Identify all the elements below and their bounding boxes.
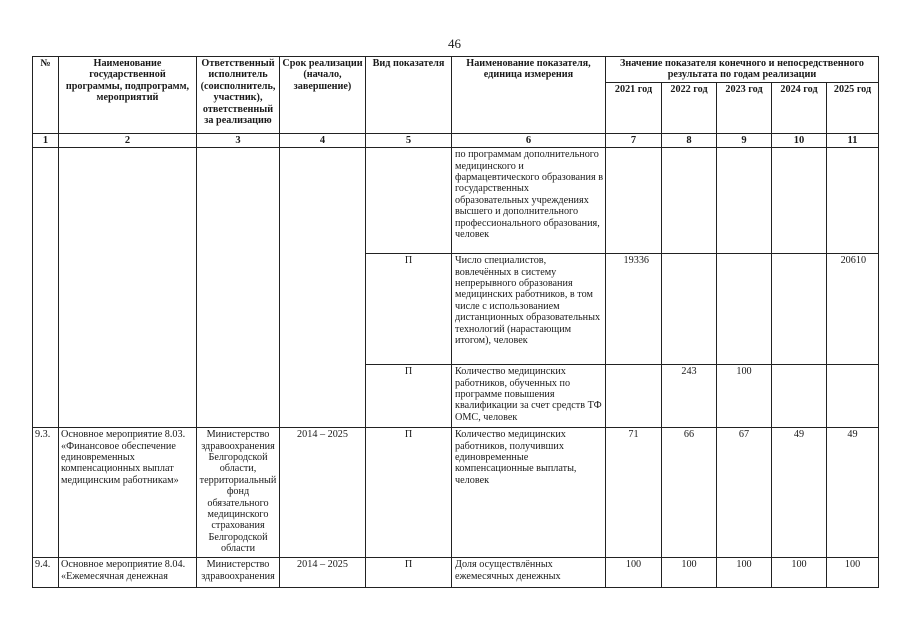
row-value-2022: 66 [662, 428, 717, 558]
row-executor: Министерство здравоохранения [197, 558, 280, 588]
row-name: Основное мероприятие 8.04. «Ежемесячная денежная [59, 558, 197, 588]
table-row [33, 148, 879, 254]
row-term [280, 148, 366, 428]
column-number-10: 10 [772, 133, 827, 147]
row-value-2023: 100 [717, 558, 772, 588]
header-executor: Ответственный исполнитель (соисполнитель, участник), ответственный за реализацию [197, 57, 280, 134]
row-no: 9.3. [33, 428, 59, 558]
header-year-2021: 2021 год [606, 82, 662, 133]
row-executor: Министерство здравоохранения Белгородской области, территориальный фонд обязательного медицинского страхования Белгородской области [197, 428, 280, 558]
row-kind: П [366, 558, 452, 588]
header-year-2025: 2025 год [827, 82, 879, 133]
row-term: 2014 – 2025 [280, 558, 366, 588]
indicators-table [32, 56, 879, 588]
row-term: 2014 – 2025 [280, 428, 366, 558]
row-value-2023 [717, 254, 772, 365]
row-value-2023: 67 [717, 428, 772, 558]
column-number-9: 9 [717, 133, 772, 147]
row-kind: П [366, 254, 452, 365]
row-value-2024 [772, 254, 827, 365]
row-value-2021: 100 [606, 558, 662, 588]
header-year-2023: 2023 год [717, 82, 772, 133]
row-value-2024: 49 [772, 428, 827, 558]
row-kind: П [366, 428, 452, 558]
row-indicator: Доля осуществлённых ежемесячных денежных [452, 558, 606, 588]
row-value-2022: 243 [662, 365, 717, 428]
row-name: Основное мероприятие 8.03. «Финансовое обеспечение единовременных компенсационных выплат медицинским работникам» [59, 428, 197, 558]
row-no [33, 148, 59, 428]
row-indicator: Количество медицинских работников, получивших единовременные компенсационные выплаты, человек [452, 428, 606, 558]
row-value-2025 [827, 365, 879, 428]
row-value-2025: 20610 [827, 254, 879, 365]
row-value-2023: 100 [717, 365, 772, 428]
row-indicator: Число специалистов, вовлечённых в систему непрерывного образования медицинских работников, в том числе с использованием дистанционных образовательных технологий (нарастающим итогом), человек [452, 254, 606, 365]
row-value-2021: 19336 [606, 254, 662, 365]
row-value-2022 [662, 148, 717, 254]
header-name: Наименование государственной программы, подпрограмм, мероприятий [59, 57, 197, 134]
header-kind: Вид показателя [366, 57, 452, 134]
row-value-2025: 49 [827, 428, 879, 558]
column-number-1: 1 [33, 133, 59, 147]
row-value-2025: 100 [827, 558, 879, 588]
row-indicator: Количество медицинских работников, обученных по программе повышения квалификации за счет средств ТФ ОМС, человек [452, 365, 606, 428]
column-number-5: 5 [366, 133, 452, 147]
header-year-2024: 2024 год [772, 82, 827, 133]
header-year-2022: 2022 год [662, 82, 717, 133]
row-value-2021 [606, 365, 662, 428]
row-value-2021 [606, 148, 662, 254]
column-number-2: 2 [59, 133, 197, 147]
row-indicator: по программам дополнительного медицинского и фармацевтического образования в государственных образовательных учреждениях высшего и дополнительного профессионального образования, человек [452, 148, 606, 254]
row-name [59, 148, 197, 428]
row-value-2024: 100 [772, 558, 827, 588]
header-values: Значение показателя конечного и непосредственного результата по годам реализации [606, 57, 879, 83]
row-value-2021: 71 [606, 428, 662, 558]
column-number-8: 8 [662, 133, 717, 147]
column-number-4: 4 [280, 133, 366, 147]
row-value-2024 [772, 148, 827, 254]
table-row [33, 558, 879, 588]
column-number-7: 7 [606, 133, 662, 147]
column-number-6: 6 [452, 133, 606, 147]
table-row [33, 428, 879, 558]
row-value-2025 [827, 148, 879, 254]
row-value-2024 [772, 365, 827, 428]
row-executor [197, 148, 280, 428]
header-indicator: Наименование показателя, единица измерения [452, 57, 606, 134]
row-kind [366, 148, 452, 254]
row-kind: П [366, 365, 452, 428]
row-value-2023 [717, 148, 772, 254]
header-term: Срок реализации (начало, завершение) [280, 57, 366, 134]
page-number: 46 [448, 36, 461, 51]
row-value-2022 [662, 254, 717, 365]
row-no: 9.4. [33, 558, 59, 588]
header-no: № [33, 57, 59, 134]
column-number-11: 11 [827, 133, 879, 147]
row-value-2022: 100 [662, 558, 717, 588]
column-number-3: 3 [197, 133, 280, 147]
